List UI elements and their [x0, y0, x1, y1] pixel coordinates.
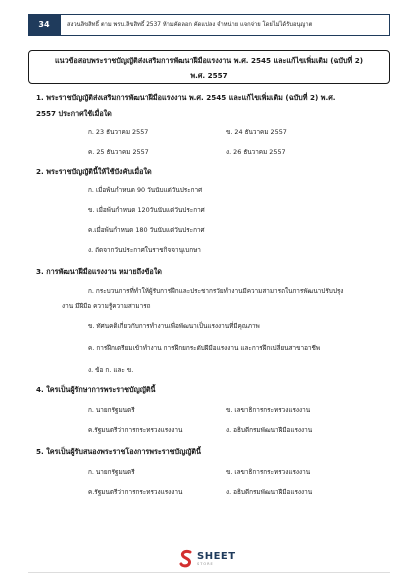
sheet-store-logo — [178, 547, 236, 571]
question-2-option-a: ก. เมื่อพ้นกำหนด 90 วันนับแต่วันประกาศ — [88, 186, 203, 194]
question-3-option-a-line-1: ก. กระบวนการที่ทำให้ผู้รับการฝึกและประชากรวัยทำงานมีความสามารถในการพัฒนาปรับปรุง — [88, 287, 344, 295]
question-1-option-b: ข. 24 ธันวาคม 2557 — [226, 128, 287, 136]
logo-subtext: STORE — [197, 561, 214, 566]
question-2 — [36, 164, 386, 180]
question-4-option-c: ค.รัฐมนตรีว่าการกระทรวงแรงงาน — [88, 426, 183, 434]
question-2-option-d: ง. ถัดจากวันประกาศในราชกิจจานุเบกษา — [88, 246, 201, 254]
title-line-1: แนวข้อสอบพระราชบัญญัติส่งเสริมการพัฒนาฝีมือแรงงาน พ.ศ. 2545 และแก้ไขเพิ่มเติม (ฉบับที่ 2) — [54, 56, 364, 65]
question-3-option-d: ง. ข้อ ก. และ ข. — [88, 366, 134, 374]
question-1-option-a: ก. 23 ธันวาคม 2557 — [88, 128, 149, 136]
question-1-option-d: ง. 26 ธันวาคม 2557 — [226, 148, 286, 156]
question-3-line-1: 3. การพัฒนาฝีมือแรงงาน หมายถึงข้อใด — [36, 267, 162, 276]
copyright-header: สงวนลิขสิทธิ์ ตาม พรบ.ลิขสิทธิ์ 2537 ห้ามคัดลอก คัดแปลง จำหน่าย แจกจ่าย โดยไม่ได้รับอนุญาต — [60, 14, 390, 36]
question-2-option-c: ค.เมื่อพ้นกำหนด 180 วันนับแต่วันประกาศ — [88, 226, 205, 234]
logo-word: SHEET — [197, 550, 236, 562]
question-4-line-1: 4. ใครเป็นผู้รักษาการพระราชบัญญัตินี้ — [36, 385, 156, 394]
question-3-option-a-line-2: งาน มีฝีมือ ความรู้ความสามารถ — [62, 302, 151, 310]
question-4-option-d: ง. อธิบดีกรมพัฒนาฝีมือแรงงาน — [226, 426, 313, 434]
question-5 — [36, 444, 386, 460]
title-line-2: พ.ศ. 2557 — [190, 71, 228, 80]
question-1-option-c: ค. 25 ธันวาคม 2557 — [88, 148, 149, 156]
question-4-option-b: ข. เลขาธิการกระทรวงแรงงาน — [226, 406, 311, 414]
question-5-option-a: ก. นายกรัฐมนตรี — [88, 468, 135, 476]
question-1-line-2: 2557 ประกาศใช้เมื่อใด — [36, 109, 112, 118]
question-4 — [36, 382, 386, 398]
question-1 — [36, 90, 386, 122]
question-5-option-c: ค.รัฐมนตรีว่าการกระทรวงแรงงาน — [88, 488, 183, 496]
page-number: 34 — [28, 14, 60, 36]
question-3-option-a — [88, 285, 398, 298]
question-3 — [36, 264, 386, 280]
question-3-option-b: ข. ทัศนคติเกี่ยวกับการทำงานเพื่อพัฒนาเป็นแรงงานที่มีคุณภาพ — [88, 322, 260, 330]
question-2-option-b: ข. เมื่อพ้นกำหนด 120วันนับแต่วันประกาศ — [88, 206, 205, 214]
footer-divider — [28, 572, 390, 573]
question-5-option-d: ง. อธิบดีกรมพัฒนาฝีมือแรงงาน — [226, 488, 313, 496]
question-5-option-b: ข. เลขาธิการกระทรวงแรงงาน — [226, 468, 311, 476]
question-1-line-1: 1. พระราชบัญญัติส่งเสริมการพัฒนาฝีมือแรงงาน พ.ศ. 2545 และแก้ไขเพิ่มเติม (ฉบับที่ 2) พ.ศ. — [36, 93, 336, 102]
question-2-line-1: 2. พระราชบัญญัตินี้ให้ใช้บังคับเมื่อใด — [36, 167, 152, 176]
question-3-option-c: ค. การฝึกเตรียมเข้าทำงาน การฝึกยกระดับฝีมือแรงงาน และการฝึกเปลี่ยนสาขาอาชีพ — [88, 344, 321, 352]
question-5-line-1: 5. ใครเป็นผู้รับสนองพระราชโองการพระราชบัญญัตินี้ — [36, 447, 201, 456]
sheet-logo-icon — [178, 549, 194, 569]
page-title — [28, 50, 390, 84]
question-4-option-a: ก. นายกรัฐมนตรี — [88, 406, 135, 414]
